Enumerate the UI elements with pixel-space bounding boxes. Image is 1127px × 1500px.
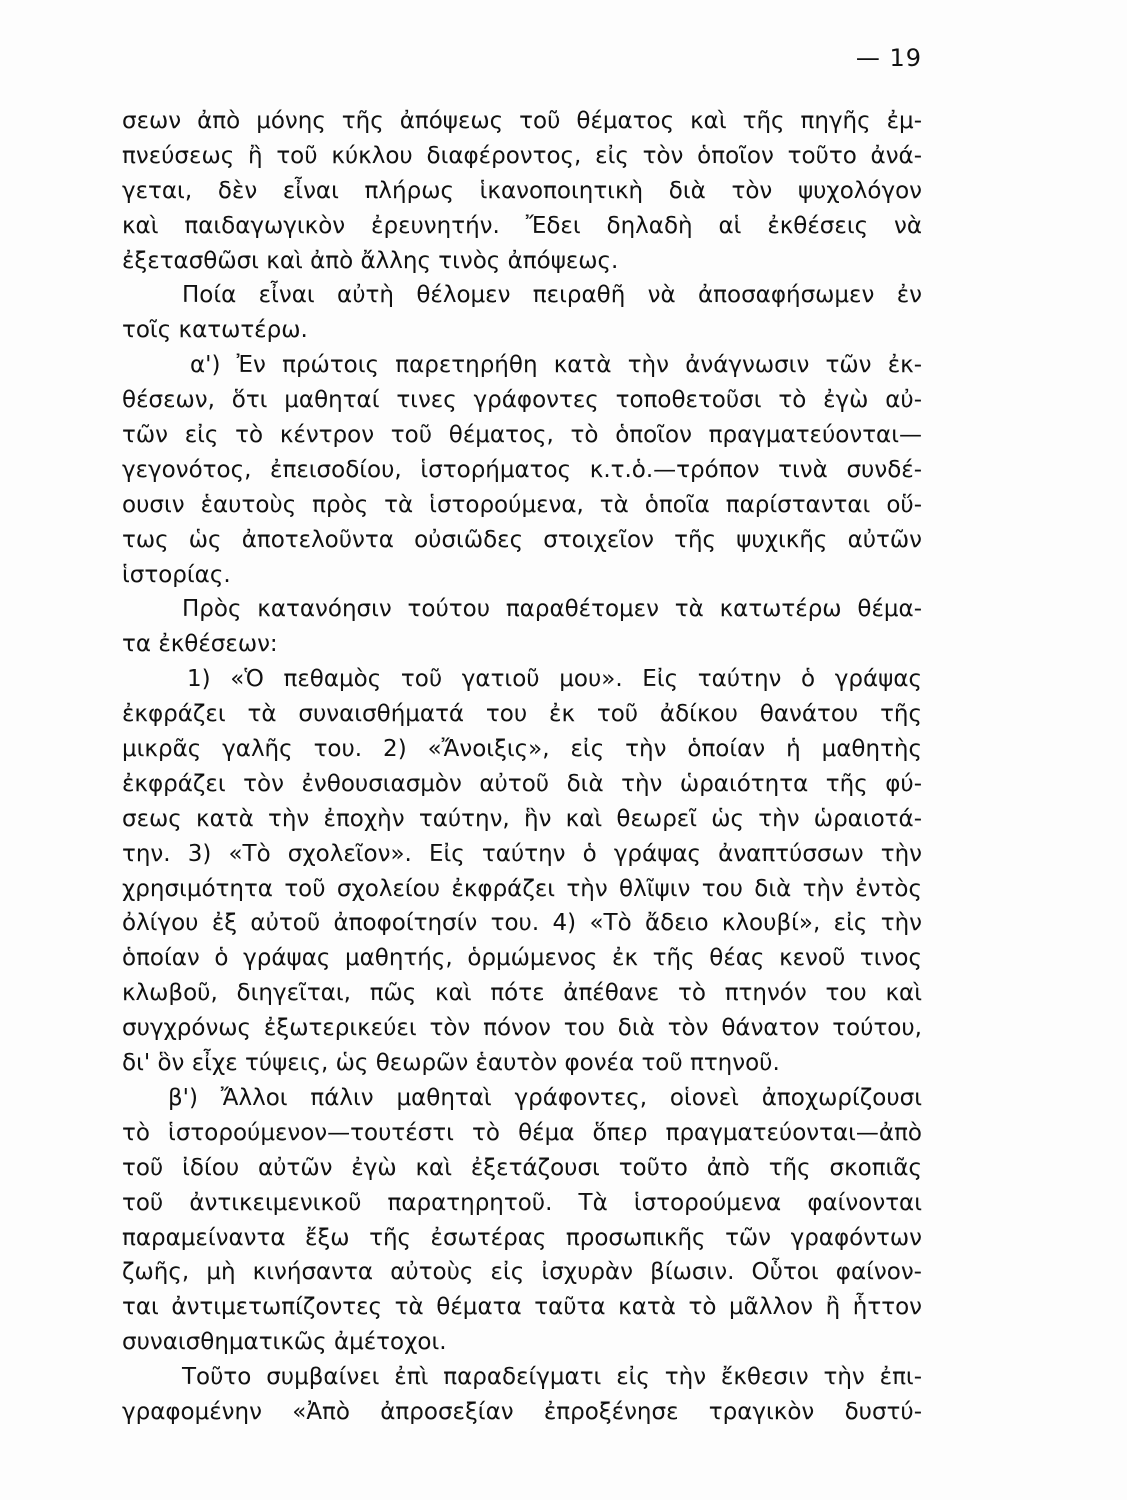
text-line: τοῦ ἰδίου αὐτῶν ἐγὼ καὶ ἐξετάζουσι τοῦτο ἀπὸ τῆς σκοπιᾶς [122,1154,922,1181]
paragraph-start-line: β') Ἄλλοι πάλιν μαθηταὶ γράφοντες, οἱονεὶ ἀποχωρίζουσι [168,1084,922,1111]
paragraph-start-line: 1) «Ὁ πεθαμὸς τοῦ γατιοῦ μου». Εἰς ταύτην ὁ γράψας [187,666,922,693]
text-line: τως ὡς ἀποτελοῦντα οὐσιῶδες στοιχεῖον τῆς ψυχικῆς αὐτῶν [122,526,922,553]
text-line: σεως κατὰ τὴν ἐποχὴν ταύτην, ἣν καὶ θεωρεῖ ὡς τὴν ὡραιοτά- [122,805,922,832]
text-line: τοῦ ἀντικειμενικοῦ παρατηρητοῦ. Τὰ ἱστορούμενα φαίνονται [122,1189,922,1216]
text-line: μικρᾶς γαλῆς του. 2) «Ἄνοιξις», εἰς τὴν ὁποίαν ἡ μαθητὴς [122,736,922,763]
text-line: γεται, δὲν εἶναι πλήρως ἱκανοποιητικὴ διὰ τὸν ψυχολόγον [122,177,922,204]
paragraph-start-line: Τοῦτο συμβαίνει ἐπὶ παραδείγματι εἰς τὴν ἔκθεσιν τὴν ἐπι- [182,1364,922,1391]
text-line: ἐξετασθῶσι καὶ ἀπὸ ἄλλης τινὸς ἀπόψεως. [122,247,619,274]
text-line: ἱστορίας. [122,561,231,588]
text-line: συγχρόνως ἐξωτερικεύει τὸν πόνον του διὰ τὸν θάνατον τούτου, [122,1015,922,1042]
text-line: χρησιμότητα τοῦ σχολείου ἐκφράζει τὴν θλῖψιν του διὰ τὴν ἐντὸς [122,875,922,902]
text-line: τὸ ἱστορούμενον—τουτέστι τὸ θέμα ὅπερ πραγματεύονται—ἀπὸ [122,1119,922,1146]
text-line: ται ἀντιμετωπίζοντες τὰ θέματα ταῦτα κατὰ τὸ μᾶλλον ἢ ἧττον [122,1294,922,1321]
text-line: ἐκφράζει τὰ συναισθήματά του ἐκ τοῦ ἀδίκου θανάτου τῆς [122,701,922,728]
text-line: ουσιν ἑαυτοὺς πρὸς τὰ ἱστορούμενα, τὰ ὁποῖα παρίστανται οὕ- [122,491,922,518]
text-line: συναισθηματικῶς ἀμέτοχοι. [122,1329,447,1356]
text-line: τοῖς κατωτέρω. [122,317,308,344]
text-line: τῶν εἰς τὸ κέντρον τοῦ θέματος, τὸ ὁποῖον πραγματεύονται— [122,422,922,449]
text-line: γεγονότος, ἐπεισοδίου, ἱστορήματος κ.τ.ὁ.—τρόπον τινὰ συνδέ- [122,456,922,483]
text-line: ὀλίγου ἐξ αὐτοῦ ἀποφοίτησίν του. 4) «Τὸ ἄδειο κλουβί», εἰς τὴν [122,910,922,937]
text-line: δι' ὃν εἶχε τύψεις, ὡς θεωρῶν ἑαυτὸν φονέα τοῦ πτηνοῦ. [122,1050,780,1077]
paragraph-start-line: α') Ἐν πρώτοις παρετηρήθη κατὰ τὴν ἀνάγνωσιν τῶν ἐκ- [190,352,922,379]
text-line: την. 3) «Τὸ σχολεῖον». Εἰς ταύτην ὁ γράψας ἀναπτύσσων τὴν [122,840,922,867]
text-line: ζωῆς, μὴ κινήσαντα αὐτοὺς εἰς ἰσχυρὰν βίωσιν. Οὗτοι φαίνον- [122,1259,922,1286]
text-line: κλωβοῦ, διηγεῖται, πῶς καὶ πότε ἀπέθανε τὸ πτηνόν του καὶ [122,980,922,1007]
paragraph-start-line: Πρὸς κατανόησιν τούτου παραθέτομεν τὰ κατωτέρω θέμα- [182,596,922,623]
text-line: γραφομένην «Ἀπὸ ἀπροσεξίαν ἐπροξένησε τραγικὸν δυστύ- [122,1398,922,1425]
text-line: ἐκφράζει τὸν ἐνθουσιασμὸν αὐτοῦ διὰ τὴν ὡραιότητα τῆς φύ- [122,770,922,797]
body-text [122,104,922,1430]
text-line: πνεύσεως ἢ τοῦ κύκλου διαφέροντος, εἰς τὸν ὁποῖον τοῦτο ἀνά- [122,142,922,169]
text-line: καὶ παιδαγωγικὸν ἐρευνητήν. Ἔδει δηλαδὴ αἱ ἐκθέσεις νὰ [122,212,922,239]
text-line: ὁποίαν ὁ γράψας μαθητής, ὁρμώμενος ἐκ τῆς θέας κενοῦ τινος [122,945,922,972]
text-line: παραμείναντα ἔξω τῆς ἐσωτέρας προσωπικῆς τῶν γραφόντων [122,1224,922,1251]
text-line: σεων ἀπὸ μόνης τῆς ἀπόψεως τοῦ θέματος καὶ τῆς πηγῆς ἐμ- [122,108,922,134]
paragraph-start-line: Ποία εἶναι αὐτὴ θέλομεν πειραθῆ νὰ ἀποσαφήσωμεν ἐν [182,282,922,309]
text-line: τα ἐκθέσεων: [122,631,278,658]
text-line: θέσεων, ὅτι μαθηταί τινες γράφοντες τοποθετοῦσι τὸ ἐγὼ αὐ- [122,387,922,414]
page-number: — 19 [855,44,922,72]
